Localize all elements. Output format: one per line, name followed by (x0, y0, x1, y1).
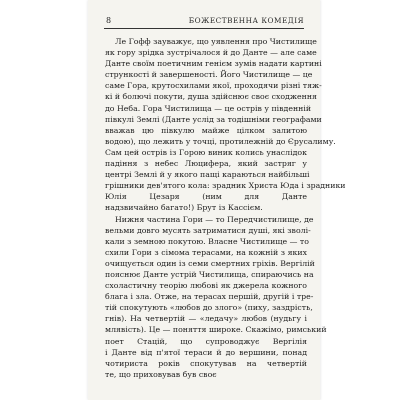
header-rule (104, 28, 304, 29)
paragraph-1 (105, 36, 346, 214)
text-line: Юлія Цезаря (ним для Данте (105, 192, 307, 202)
text-line: і Данте від п'ятої тераси й до вершини, понад (105, 347, 307, 357)
text-line: водою), що лежить у точці, протилежній до Єрусалиму. (105, 136, 336, 146)
text-line: чотириста років спокутував на четвертій (105, 358, 307, 368)
text-line: стрункості й завершеності. Його Чистилище — це (105, 70, 313, 80)
text-line: падіння з небес Люцифера, який застряг у (105, 159, 307, 169)
text-line: як гору зрідка зустрічалося й до Данте — але саме (105, 48, 317, 58)
text-line: центрі Землі й у якого пащі караються найбільші (105, 170, 310, 180)
text-line: гнів). На четвертій — «ледачу» любов (нудьгу і (105, 314, 307, 324)
text-line: схоластичну теорію любові як джерела кожного (105, 281, 307, 291)
text-line: очищується один із семи смертних гріхів. Вергілій (105, 258, 315, 268)
text-line: саме Гора, крутосхилами якої, проходячи різні тяж- (105, 81, 322, 91)
page-number: 8 (106, 16, 112, 25)
page-body (105, 36, 346, 380)
book-page (88, 0, 346, 400)
running-title: БОЖЕСТВЕННА КОМЕДІЯ (188, 16, 304, 25)
text-line: надзвичайно багато!) Брут із Кассієм. (105, 203, 263, 213)
text-line: грішники дев'ятого кола: зрадник Христа Юда і зрадники (105, 181, 346, 191)
text-line: млявість). Це — поняття широке. Скажімо, римський (105, 325, 327, 335)
text-line: Данте своїм поетичним генієм зумів надати картині (105, 59, 322, 69)
text-line: кали з земною покутою. Власне Чистилище — то (105, 236, 309, 246)
text-line: схили Гори з сімома терасами, на кожній з яких (105, 247, 307, 257)
text-line: півкулі Землі (Данте услід за тодішніми географами (105, 114, 322, 124)
page-header (104, 14, 304, 28)
text-line: Сам цей острів із Горою виник колись унаслідок (105, 147, 307, 157)
text-line: кі й болючі покути, душа здійснює своє сходження (105, 92, 317, 102)
text-line: вельми довго мусять затриматися душі, які зволі- (105, 225, 311, 235)
text-line: тій спокутують «любов до злого» (пиху, заздрість, (105, 303, 313, 313)
text-line: Нижня частина Гори — то Передчистилище, де (115, 214, 314, 224)
text-line: поет Стацій, що супроводжує Вергілія (105, 336, 307, 346)
paragraph-2 (105, 214, 327, 380)
text-line: те, що приховував був своє (105, 369, 217, 379)
text-line: вважав цю півкулю майже цілком залитою (105, 125, 307, 135)
text-line: Ле Гофф зауважує, що уявлення про Чистилище (115, 37, 317, 46)
text-line: пояснює Данте устрій Чистилища, спираючись на (105, 269, 314, 279)
text-line: блага і зла. Отже, на терасах першій, другій і тре- (105, 292, 314, 302)
text-line: до Неба. Гора Чистилища — це острів у південній (105, 103, 312, 113)
